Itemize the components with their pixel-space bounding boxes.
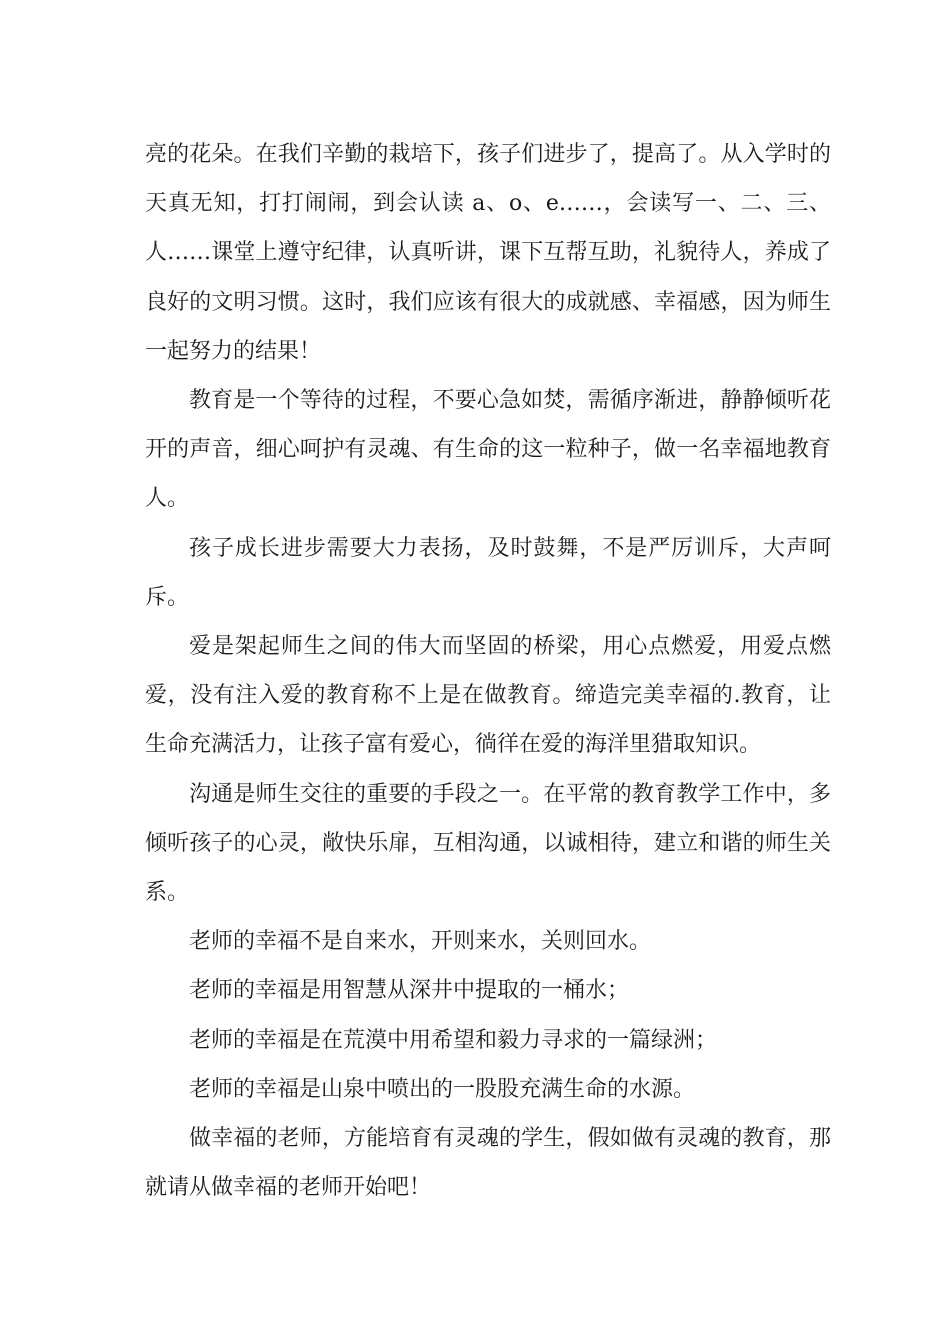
paragraph-conclusion: 做幸福的老师，方能培育有灵魂的学生，假如做有灵魂的教育，那就请从做幸福的老师开始吧！ <box>145 1126 831 1201</box>
paragraph-happiness-tap-water: 老师的幸福不是自来水，开则来水，关则回水。 <box>189 929 652 955</box>
paragraph-communication: 沟通是师生交往的重要的手段之一。在平常的教育教学工作中，多倾听孩子的心灵，敞快乐扉，互相沟通，以诚相待，建立和谐的师生关系。 <box>145 781 831 906</box>
paragraph-love-bridge: 爱是架起师生之间的伟大而坚固的桥梁，用心点燃爱，用爱点燃爱，没有注入爱的教育称不上是在做教育。缔造完美幸福的.教育，让生命充满活力，让孩子富有爱心，徜徉在爱的海洋里猎取知识。 <box>145 634 831 758</box>
paragraph-happiness-deep-well: 老师的幸福是用智慧从深井中提取的一桶水； <box>189 978 630 1004</box>
paragraph-continuation: 亮的花朵。在我们辛勤的栽培下，孩子们进步了，提高了。从入学时的天真无知，打打闹闹，到会认读 a、o、e……，会读写一、二、三、人……课堂上遵守纪律，认真听讲，课下互帮互助，礼貌待人，养成了良好的文明习惯。这时，我们应该有很大的成就感、幸福感，因为师生一起努力的结果！ <box>145 142 831 364</box>
paragraph-happiness-spring: 老师的幸福是山泉中喷出的一股股充满生命的水源。 <box>189 1076 696 1102</box>
paragraph-happiness-oasis: 老师的幸福是在荒漠中用希望和毅力寻求的一篇绿洲； <box>189 1027 718 1053</box>
paragraph-praise: 孩子成长进步需要大力表扬，及时鼓舞，不是严厉训斥，大声呵斥。 <box>145 535 831 610</box>
paragraph-education-waiting: 教育是一个等待的过程，不要心急如焚，需循序渐进，静静倾听花开的声音，细心呵护有灵魂、有生命的这一粒种子，做一名幸福地教育人。 <box>145 388 831 512</box>
document-body <box>145 130 831 1212</box>
